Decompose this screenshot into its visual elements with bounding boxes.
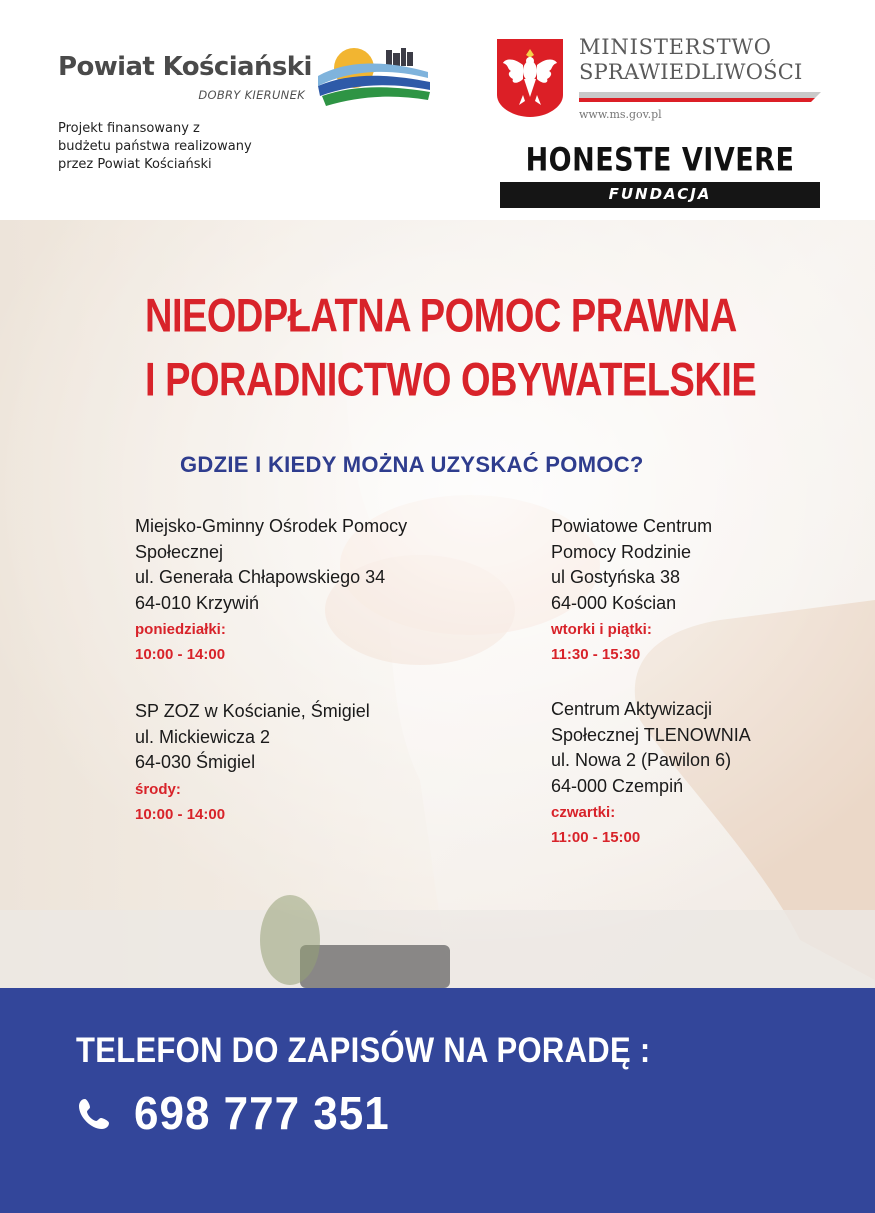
- office-line: ul. Nowa 2 (Pawilon 6): [551, 750, 732, 770]
- powiat-logo-icon: [316, 46, 432, 108]
- foundation-name: HONESTE VIVERE: [525, 142, 795, 179]
- office-days: środy:: [135, 780, 181, 798]
- project-note: [58, 120, 278, 174]
- office-days: czwartki:: [551, 804, 616, 821]
- office-line: Centrum Aktywizacji: [551, 699, 713, 719]
- office-line: ul Gostyńska 38: [551, 567, 681, 587]
- ministry-url: www.ms.gov.pl: [579, 108, 662, 121]
- office-line: Miejsko-Gminny Ośrodek Pomocy: [135, 516, 408, 536]
- phone-icon: [76, 1096, 112, 1132]
- office-card: [135, 514, 407, 667]
- footer-contact: [0, 988, 875, 1213]
- office-card: [551, 514, 712, 667]
- phone-label: TELEFON DO ZAPISÓW NA PORADĘ :: [76, 1030, 651, 1071]
- ministry-line1: MINISTERSTWO: [579, 35, 772, 59]
- office-hours: 11:00 - 15:00: [551, 829, 641, 846]
- office-line: Pomocy Rodzinie: [551, 541, 692, 562]
- header: [0, 0, 875, 220]
- foundation-subtitle: FUNDACJA: [608, 185, 712, 203]
- office-line: Społecznej TLENOWNIA: [551, 724, 751, 745]
- powiat-slogan: DOBRY KIERUNEK: [198, 88, 305, 102]
- project-note-line: Projekt finansowany z: [58, 121, 200, 136]
- office-card: [135, 699, 370, 827]
- phone-number[interactable]: 698 777 351: [134, 1088, 390, 1140]
- ministry-stripe: [579, 90, 821, 104]
- headline-line1: NIEODPŁATNA POMOC PRAWNA: [145, 290, 737, 343]
- office-hours: 11:30 - 15:30: [551, 646, 641, 663]
- office-hours: 10:00 - 14:00: [135, 805, 226, 823]
- powiat-name: Powiat Kościański: [58, 52, 312, 82]
- office-hours: 10:00 - 14:00: [135, 646, 226, 663]
- office-line: 64-000 Czempiń: [551, 775, 684, 796]
- office-line: Powiatowe Centrum: [551, 516, 713, 536]
- office-line: ul. Generała Chłapowskiego 34: [135, 567, 386, 587]
- office-line: 64-030 Śmigiel: [135, 752, 256, 772]
- office-line: Społecznej: [135, 541, 224, 562]
- office-line: 64-000 Kościan: [551, 592, 677, 613]
- office-line: 64-010 Krzywiń: [135, 592, 260, 613]
- office-line: ul. Mickiewicza 2: [135, 726, 271, 747]
- office-days: poniedziałki:: [135, 621, 226, 638]
- ministry-line2: SPRAWIEDLIWOŚCI: [579, 60, 803, 84]
- office-days: wtorki i piątki:: [551, 621, 652, 638]
- project-note-line: przez Powiat Kościański: [58, 157, 212, 172]
- office-line: SP ZOZ w Kościanie, Śmigiel: [135, 701, 370, 721]
- hero-section: [0, 220, 875, 988]
- headline-line2: I PORADNICTWO OBYWATELSKIE: [145, 354, 757, 407]
- polish-eagle-icon: [497, 39, 563, 117]
- subheadline: GDZIE I KIEDY MOŻNA UZYSKAĆ POMOC?: [180, 452, 644, 477]
- project-note-line: budżetu państwa realizowany: [58, 139, 252, 154]
- office-card: [551, 697, 751, 850]
